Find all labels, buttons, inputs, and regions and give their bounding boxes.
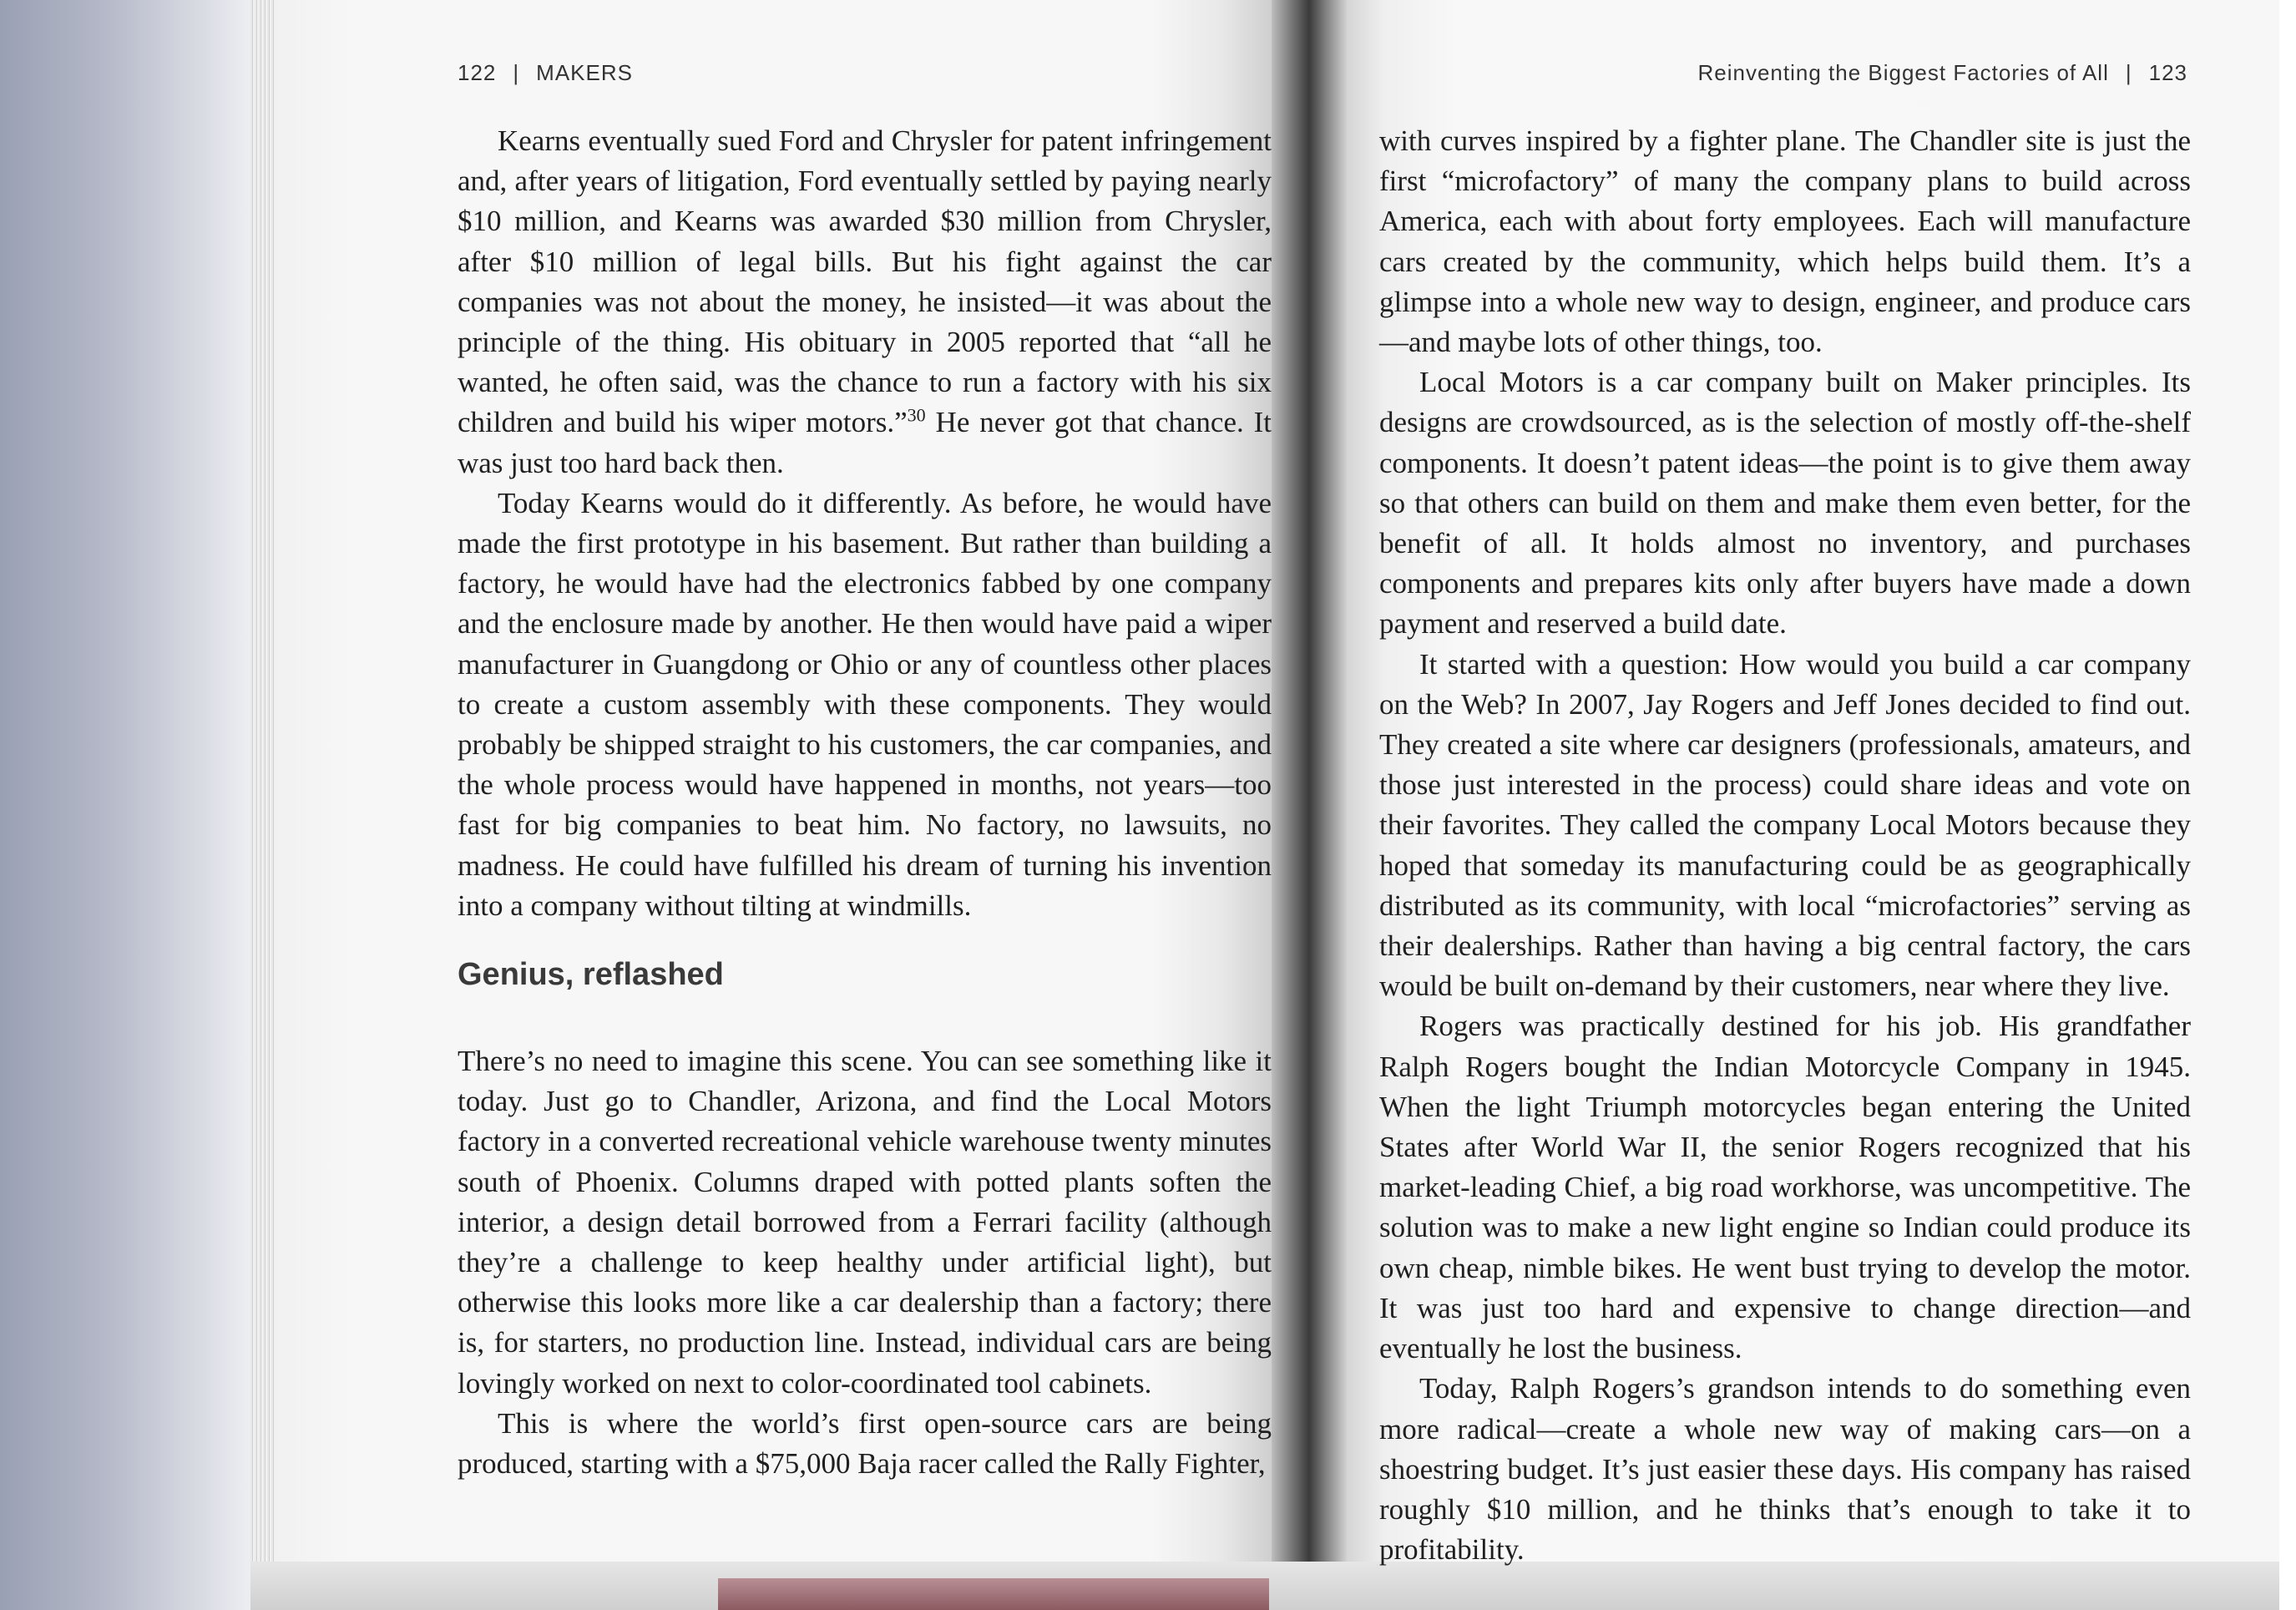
left-paragraph-1-body: Kearns eventually sued Ford and Chrysler for patent infringement and, after years of litigation, Ford eventually settled by paying nearly $10 million, and Kearns was awarded $30 million from Chrysler, after $10 million of legal bills. But his fight against the car companies was not about the money, he insisted—it was about the principle of the thing. His obituary in 2005 reported that “all he wanted, he often said, was the chance to run a factory with his six children and build his wiper motors.” — [458, 124, 1272, 439]
left-paragraph-1-tail: He never got that chance. It was just too hard back then. — [458, 406, 1272, 479]
left-page-number: 122 — [458, 60, 497, 85]
right-paragraph-4: Rogers was practically destined for his job. His grandfather Ralph Rogers bought the Indian Motorcycle Company in 1945. When the light Triumph motorcycles began entering the United States after World War II, the senior Rogers recognized that his market-leading Chief, a big road workhorse, was uncompetitive. The solution was to make a new light engine so Indian could produce its own cheap, nimble bikes. He went bust trying to develop the motor. It was just too hard and expensive to change direction—and eventually he lost the business. — [1379, 1010, 2191, 1365]
right-running-head: Reinventing the Biggest Factories of All — [1697, 60, 2109, 85]
left-paragraph-1 — [458, 121, 1272, 484]
book-cover-edge — [718, 1578, 1269, 1610]
section-heading: Genius, reflashed — [458, 957, 724, 992]
left-page-text-bottom — [458, 1041, 1272, 1484]
right-header-separator: | — [2125, 60, 2132, 85]
left-running-header — [458, 60, 633, 86]
left-paragraph-4: This is where the world’s first open-source cars are being produced, starting with a $75,000 Baja racer called the Rally Fighter, — [458, 1406, 1272, 1481]
right-paragraph-5: Today, Ralph Rogers’s grandson intends to do something even more radical—create a whole new way of making cars—on a shoestring budget. It’s just easier these days. His company has raised roughly $10 million, and he thinks that’s enough to take it to profitability. — [1379, 1372, 2191, 1567]
scanner-background — [0, 0, 250, 1610]
left-paragraph-2: Today Kearns would do it differently. As before, he would have made the first prototype in his basement. But rather than building a factory, he would have had the electronics fabbed by one company and the enclosure made by another. He then would have paid a wiper manufacturer in Guangdong or Ohio or any of countless other places to create a custom assembly with these components. They would probably be shipped straight to his customers, the car companies, and the whole process would have happened in months, not years—too fast for big companies to beat him. No factory, no lawsuits, no madness. He could have fulfilled his dream of turning his invention into a company without tilting at windmills. — [458, 486, 1272, 922]
page-edges — [250, 0, 274, 1610]
footnote-reference: 30 — [907, 404, 926, 426]
right-paragraph-2: Local Motors is a car company built on Maker principles. Its designs are crowdsourced, as is the selection of mostly off-the-shelf components. It doesn’t patent ideas—the point is to give them away so that others can build on them and make them even better, for the benefit of all. It holds almost no inventory, and purchases components and prepares kits only after buyers have made a down payment and reserved a build date. — [1379, 366, 2191, 640]
right-page-text — [1379, 121, 2191, 1570]
book-gutter — [1272, 0, 1347, 1610]
left-running-head: MAKERS — [536, 60, 633, 85]
left-page-text-top — [458, 121, 1272, 926]
right-page-number: 123 — [2148, 60, 2187, 85]
right-paragraph-1: with curves inspired by a fighter plane. The Chandler site is just the first “microfactory” of many the company plans to build across America, each with about forty employees. Each will manufacture cars created by the community, which helps build them. It’s a glimpse into a whole new way to design, engineer, and produce cars—and maybe lots of other things, too. — [1379, 124, 2191, 359]
right-paragraph-3: It started with a question: How would you build a car company on the Web? In 2007, Jay Rogers and Jeff Jones decided to find out. They created a site where car designers (professionals, amateurs, and those just interested in the process) could share ideas and vote on their favorites. They called the company Local Motors because they hoped that someday its manufacturing could be as geographically distributed as its community, with local “microfactories” serving as their dealerships. Rather than having a big central factory, the cars would be built on-demand by their customers, near where they live. — [1379, 647, 2191, 1003]
left-paragraph-3: There’s no need to imagine this scene. You can see something like it today. Just go to Chandler, Arizona, and find the Local Motors factory in a converted recreational vehicle warehouse twenty minutes south of Phoenix. Columns draped with potted plants soften the interior, a design detail borrowed from a Ferrari facility (although they’re a challenge to keep healthy under artificial light), but otherwise this looks more like a car dealership than a factory; there is, for starters, no production line. Instead, individual cars are being lovingly worked on next to color-coordinated tool cabinets. — [458, 1045, 1272, 1400]
right-running-header — [1697, 60, 2187, 86]
left-header-separator: | — [513, 60, 520, 85]
